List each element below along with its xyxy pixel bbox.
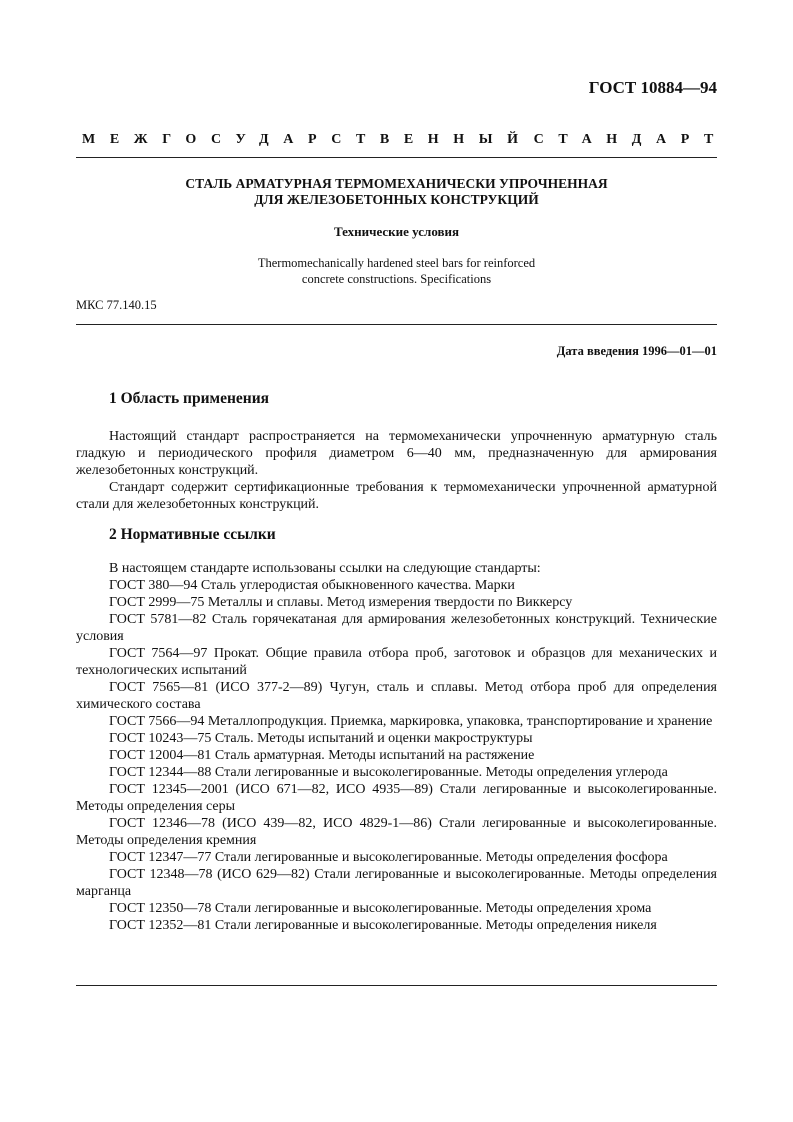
section-2-heading: 2 Нормативные ссылки	[109, 526, 276, 543]
english-title-line-2: concrete constructions. Specifications	[301, 271, 492, 286]
reference-item: ГОСТ 12346—78 (ИСО 439—82, ИСО 4829-1—86) Стали легированные и высоколегированные. Методы определения кремния	[76, 816, 717, 848]
footer-divider	[76, 985, 717, 986]
banner-word-interstate: МЕЖГОСУДАРСТВЕННЫЙ	[82, 132, 533, 147]
reference-item: ГОСТ 380—94 Сталь углеродистая обыкновенного качества. Марки	[109, 578, 515, 593]
reference-item: ГОСТ 10243—75 Сталь. Методы испытаний и оценки макроструктуры	[109, 731, 533, 746]
section-1-paragraph: Стандарт содержит сертификационные требования к термомеханически упрочненной арматурной стали для железобетонных конструкций.	[76, 480, 717, 512]
reference-item: ГОСТ 7564—97 Прокат. Общие правила отбора проб, заготовок и образцов для механических и технологических испытаний	[76, 646, 717, 678]
mks-divider	[76, 324, 717, 325]
section-1-heading: 1 Область применения	[109, 390, 270, 407]
reference-item: ГОСТ 12004—81 Сталь арматурная. Методы испытаний на растяжение	[109, 748, 535, 763]
reference-item: ГОСТ 12347—77 Стали легированные и высоколегированные. Методы определения фосфора	[109, 850, 668, 865]
reference-item: ГОСТ 12348—78 (ИСО 629—82) Стали легированные и высоколегированные. Методы определения марганца	[76, 867, 717, 899]
reference-item: ГОСТ 2999—75 Металлы и сплавы. Метод измерения твердости по Виккерсу	[109, 595, 573, 610]
introduction-date: Дата введения 1996—01—01	[556, 344, 717, 358]
reference-item: ГОСТ 12344—88 Стали легированные и высоколегированные. Методы определения углерода	[109, 765, 668, 780]
reference-item: ГОСТ 12352—81 Стали легированные и высоколегированные. Методы определения никеля	[109, 918, 657, 933]
references-list	[76, 560, 717, 934]
reference-item: ГОСТ 5781—82 Сталь горячекатаная для армирования железобетонных конструкций. Технические условия	[76, 612, 717, 644]
reference-item: ГОСТ 7565—81 (ИСО 377-2—89) Чугун, сталь и сплавы. Метод отбора проб для определения химического состава	[76, 680, 717, 712]
mks-code: МКС 77.140.15	[76, 298, 157, 312]
section-1-body	[76, 428, 717, 513]
interstate-standard-banner	[82, 132, 728, 148]
reference-item: ГОСТ 7566—94 Металлопродукция. Приемка, маркировка, упаковка, транспортирование и хранение	[109, 714, 713, 729]
reference-item: ГОСТ 12350—78 Стали легированные и высоколегированные. Методы определения хрома	[109, 901, 652, 916]
english-title-line-1: Thermomechanically hardened steel bars for reinforced	[257, 256, 536, 270]
banner-word-standard: СТАНДАРТ	[533, 132, 728, 147]
title-line-2: ДЛЯ ЖЕЛЕЗОБЕТОННЫХ КОНСТРУКЦИЙ	[254, 192, 539, 207]
title-line-1: СТАЛЬ АРМАТУРНАЯ ТЕРМОМЕХАНИЧЕСКИ УПРОЧНЕННАЯ	[185, 176, 608, 191]
section-1-paragraph: Настоящий стандарт распространяется на термомеханически упрочненную арматурную сталь гладкую и периодического профиля диаметром 6—40 мм, предназначенную для армирования железобетонных конструкций.	[76, 429, 717, 478]
header-divider	[76, 157, 717, 158]
document-subtitle: Технические условия	[333, 224, 460, 239]
reference-item: ГОСТ 12345—2001 (ИСО 671—82, ИСО 4935—89) Стали легированные и высоколегированные. Методы определения серы	[76, 782, 717, 814]
references-intro: В настоящем стандарте использованы ссылки на следующие стандарты:	[109, 561, 541, 576]
standard-number: ГОСТ 10884—94	[588, 78, 717, 97]
document-title	[76, 176, 717, 208]
english-title	[76, 256, 717, 287]
